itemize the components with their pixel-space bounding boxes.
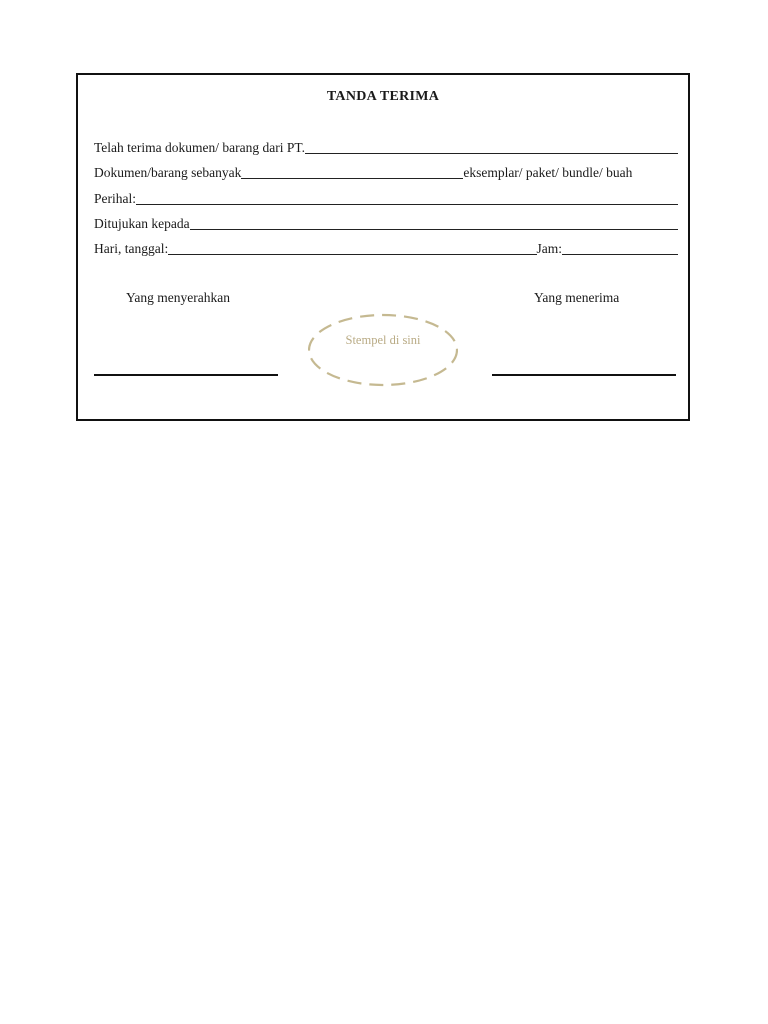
received-from-label: Telah terima dokumen/ barang dari PT. [94, 140, 305, 155]
date-time-row [94, 239, 678, 257]
subject-row [94, 189, 678, 207]
stamp-area [308, 313, 458, 387]
receiver-label: Yang menerima [534, 290, 620, 305]
receipt-form [76, 73, 690, 421]
time-field[interactable] [562, 241, 678, 255]
quantity-label: Dokumen/barang sebanyak [94, 165, 242, 180]
giver-signature-line[interactable] [94, 374, 278, 376]
addressed-to-row [94, 214, 678, 232]
receiver-signature-line[interactable] [492, 374, 676, 376]
addressed-to-label: Ditujukan kepada [94, 216, 190, 231]
date-label: Hari, tanggal: [94, 241, 169, 256]
addressed-to-field[interactable] [190, 216, 678, 230]
form-title: TANDA TERIMA [326, 89, 440, 104]
stamp-outline-icon [308, 313, 458, 387]
stamp-text: Stempel di sini [345, 333, 421, 347]
quantity-row [94, 163, 678, 181]
received-from-field[interactable] [305, 140, 678, 154]
time-label: Jam: [536, 241, 562, 256]
date-field[interactable] [168, 241, 536, 255]
quantity-unit-label: eksemplar/ paket/ bundle/ buah [463, 165, 633, 180]
quantity-field[interactable] [241, 165, 463, 179]
subject-label: Perihal: [94, 191, 136, 206]
subject-field[interactable] [136, 191, 678, 205]
received-from-row [94, 138, 678, 156]
giver-label: Yang menyerahkan [126, 290, 230, 305]
